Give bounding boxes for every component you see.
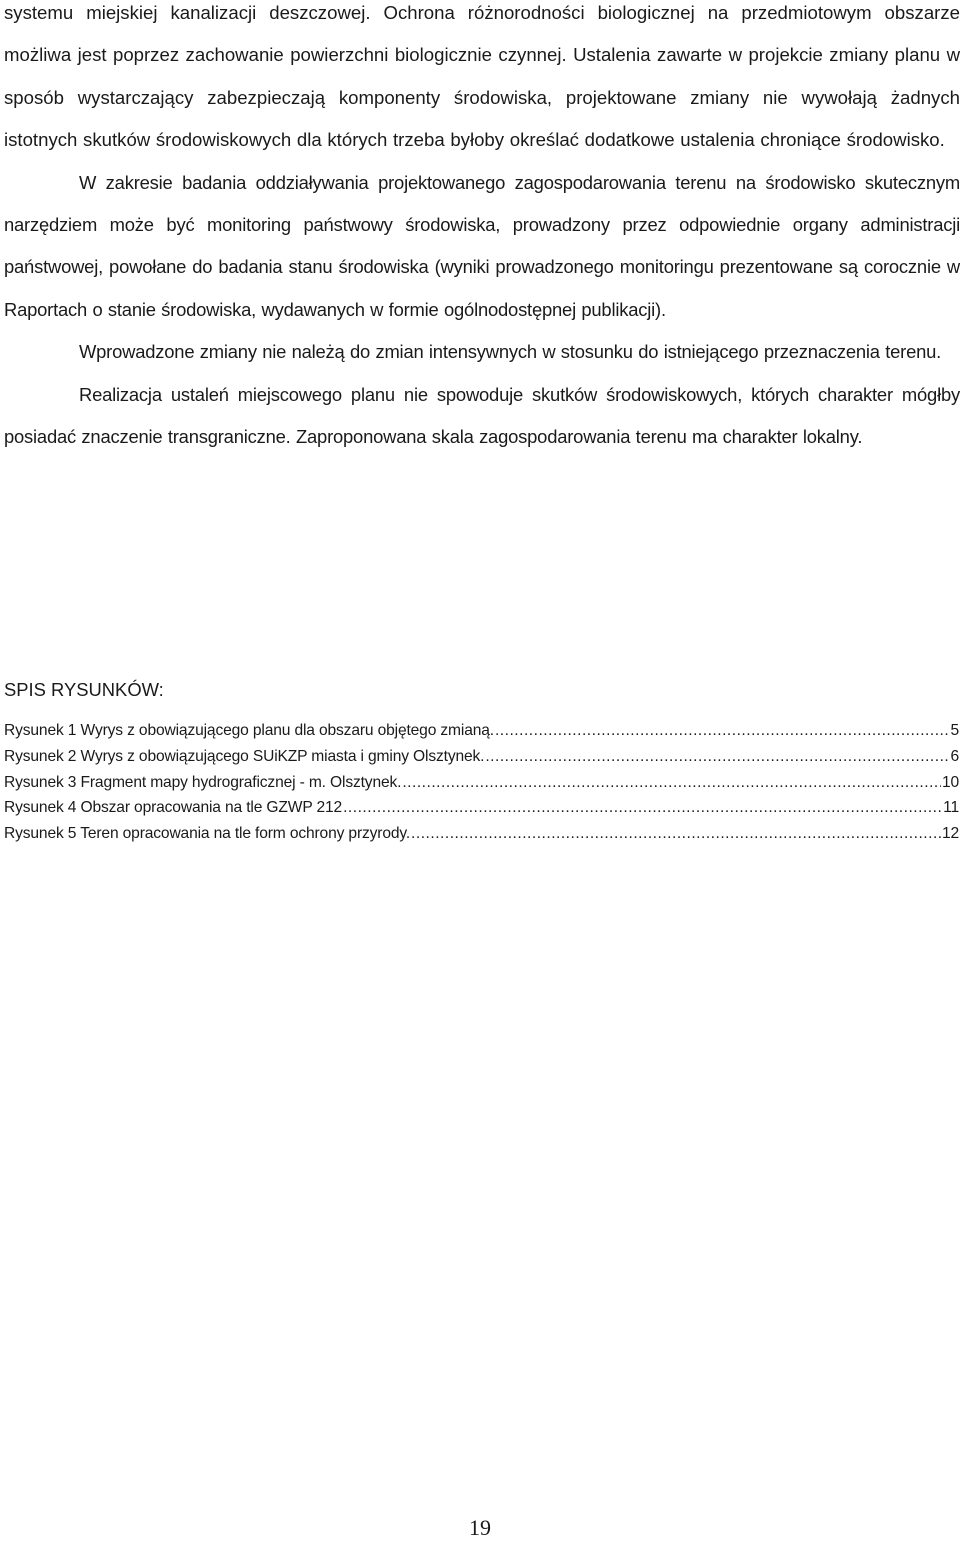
toc-entry-label: Rysunek 4 Obszar opracowania na tle GZWP 212 [4, 799, 343, 817]
figure-list [4, 718, 959, 847]
toc-entry-label: Rysunek 5 Teren opracowania na tle form ochrony przyrody. [4, 825, 411, 843]
paragraph-transboundary: Realizacja ustaleń miejscowego planu nie spowoduje skutków środowiskowych, których charakter mógłby posiadać znaczenie transgraniczne. Zaproponowana skala zagospodarowania terenu ma charakter lokalny. [4, 383, 960, 448]
toc-entry-page: 6 [950, 747, 959, 765]
toc-dot-leader [495, 718, 950, 744]
toc-entry[interactable] [4, 821, 959, 847]
toc-heading: SPIS RYSUNKÓW: [4, 679, 164, 700]
paragraph-environment-protection: systemu miejskiej kanalizacji deszczowej. Ochrona różnorodności biologicznej na przedmiotowym obszarze możliwa jest poprzez zachowanie powierzchni biologicznie czynnej. Ustalenia zawarte w projekcie zmiany planu w sposób wystarczający zabezpieczają komponenty środowiska, projektowane zmiany nie wywołają żadnych istotnych skutków środowiskowych dla których trzeba byłoby określać dodatkowe ustalenia chroniące środowisko. [4, 2, 960, 151]
toc-dot-leader [485, 744, 949, 770]
toc-dot-leader [411, 821, 941, 847]
toc-entry-label: Rysunek 3 Fragment mapy hydrograficznej - m. Olsztynek. [4, 773, 402, 791]
paragraph-monitoring: W zakresie badania oddziaływania projektowanego zagospodarowania terenu na środowisko skutecznym narzędziem może być monitoring państwowy środowiska, prowadzony przez odpowiednie organy administracji państwowej, powołane do badania stanu środowiska (wyniki prowadzonego monitoringu prezentowane są corocznie w Raportach o stanie środowiska, wydawanych w formie ogólnodostępnej publikacji). [4, 171, 960, 320]
paragraph-intensity: Wprowadzone zmiany nie należą do zmian intensywnych w stosunku do istniejącego przeznaczenia terenu. [79, 341, 942, 363]
body-text [4, 0, 960, 458]
toc-entry[interactable] [4, 795, 959, 821]
page-number: 19 [469, 1515, 491, 1540]
toc-entry-label: Rysunek 2 Wyrys z obowiązującego SUiKZP miasta i gminy Olsztynek. [4, 747, 485, 765]
toc-entry-page: 5 [950, 722, 959, 739]
toc-dot-leader [402, 770, 941, 796]
toc-entry[interactable] [4, 744, 959, 770]
toc-entry[interactable] [4, 718, 959, 744]
toc-entry-label: Rysunek 1 Wyrys z obowiązującego planu dla obszaru objętego zmianą. [4, 722, 494, 739]
toc-entry[interactable] [4, 770, 959, 796]
toc-entry-page: 10 [941, 773, 959, 791]
toc-entry-page: 11 [943, 799, 959, 817]
toc-dot-leader [343, 795, 942, 821]
toc-entry-page: 12 [941, 825, 959, 843]
